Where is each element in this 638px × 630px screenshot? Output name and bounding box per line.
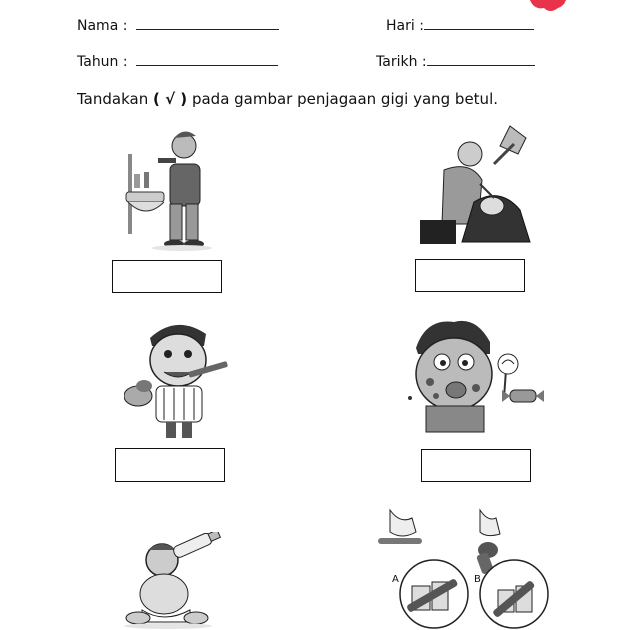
nama-field: [77, 17, 279, 34]
corner-logo-mark: [528, 0, 568, 16]
instruction: [77, 90, 498, 108]
instruction-suffix: pada gambar penjagaan gigi yang betul.: [191, 90, 499, 108]
answer-box-3[interactable]: [115, 448, 225, 482]
instruction-prefix: Tandakan: [77, 90, 149, 108]
picture-boy-eating-sweets: [406, 318, 546, 436]
nama-blank[interactable]: [136, 17, 279, 30]
hari-label: Hari :: [386, 18, 424, 34]
diagram-label-a: A: [392, 574, 399, 585]
picture-baby-with-bottle: [116, 532, 226, 630]
tahun-field: [77, 53, 278, 70]
tahun-blank[interactable]: [136, 53, 278, 66]
answer-box-1[interactable]: [112, 260, 222, 293]
instruction-mark: ( √ ): [153, 90, 188, 108]
tahun-label: Tahun :: [77, 54, 128, 70]
answer-box-4[interactable]: [421, 449, 531, 482]
picture-dentist-checkup: [414, 124, 532, 248]
picture-brushing-technique-diagram: [376, 508, 552, 630]
diagram-label-b: B: [474, 574, 481, 585]
answer-box-2[interactable]: [415, 259, 525, 292]
hari-blank[interactable]: [424, 17, 534, 30]
picture-man-brushing-at-sink: [122, 124, 212, 252]
tarikh-blank[interactable]: [427, 53, 535, 66]
nama-label: Nama :: [77, 18, 128, 34]
tarikh-field: [376, 53, 535, 70]
hari-field: [386, 17, 534, 34]
tarikh-label: Tarikh :: [376, 54, 427, 70]
picture-boy-eating-cake-brushing: [124, 316, 232, 444]
